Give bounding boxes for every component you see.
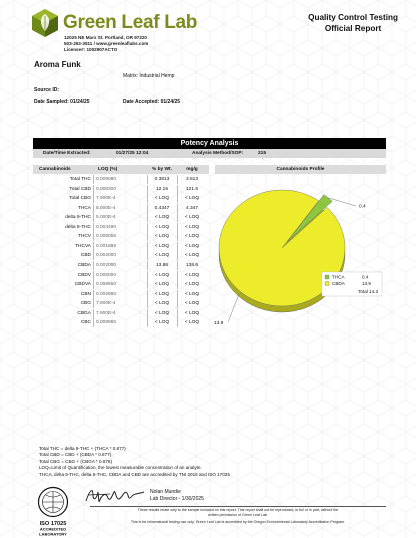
slice-label-cbda: 13.9 [214, 321, 224, 326]
column-separator [177, 204, 178, 213]
col-pct: % by Wt. [152, 167, 172, 172]
table-row [33, 318, 209, 327]
cannabinoid-name: delta 9-THC [65, 215, 91, 221]
column-separator [147, 318, 148, 327]
loq-value: 0.001885 [96, 243, 117, 249]
table-row [33, 309, 209, 318]
loq-value: 0.002990 [96, 291, 117, 297]
mg-value: 3.813 [185, 177, 198, 182]
column-separator [93, 175, 94, 184]
mg-value: 138.6 [185, 262, 198, 268]
analysis-meta-row [33, 149, 386, 158]
seal-line-3: LABORATORY [39, 531, 67, 537]
legend-swatch-thca [325, 275, 329, 279]
loq-value: 0.009080 [96, 177, 117, 182]
cannabinoid-name: THCA [77, 205, 91, 211]
column-separator [147, 309, 148, 318]
director-signature [84, 486, 146, 506]
column-separator [147, 271, 148, 280]
cannabinoid-name: delta 8-THC [65, 224, 91, 230]
column-separator [147, 299, 148, 308]
cannabinoid-name: CBC [80, 320, 91, 326]
mg-value: < LOQ [184, 320, 200, 326]
table-row [33, 280, 209, 289]
pct-value: 13.86 [155, 262, 168, 268]
pct-value: < LOQ [154, 215, 170, 221]
column-separator [147, 204, 148, 213]
iso-accreditation-seal [34, 486, 72, 538]
pct-value: < LOQ [154, 291, 170, 297]
cannabinoid-name: Total CBG [69, 196, 91, 202]
director-role: Lab Director - 1/30/2025 [150, 495, 204, 502]
footnote: THCA, delta 9-THC, delta 8-THC, CBDA and CBD are accredited by TNI 2016 and ISO 17025 [39, 471, 230, 477]
cannabinoid-name: CBD [80, 253, 91, 259]
column-separator [93, 309, 94, 318]
legend-value-thca: 0.4 [362, 274, 369, 280]
column-separator [177, 309, 178, 318]
column-separator [93, 213, 94, 222]
column-separator [147, 251, 148, 260]
cannabinoids-pie-chart [206, 176, 386, 346]
column-separator [147, 261, 148, 270]
cannabinoid-table-header [33, 165, 209, 174]
mg-value: < LOQ [184, 301, 200, 307]
table-row [33, 290, 209, 299]
column-separator [93, 299, 94, 308]
cannabinoid-name: Total THC [69, 177, 91, 182]
legend-total: Total 14.3 [358, 288, 378, 294]
column-separator [147, 175, 148, 184]
column-separator [93, 318, 94, 327]
column-separator [177, 242, 178, 251]
table-row [33, 204, 209, 213]
column-separator [177, 213, 178, 222]
pct-value: < LOQ [154, 272, 170, 278]
mg-value: < LOQ [184, 215, 200, 221]
legend-value-cbda: 13.9 [362, 281, 371, 287]
source-id-label: Source ID: [34, 87, 60, 93]
column-separator [147, 223, 148, 232]
extracted-value: 01/27/25 12:04 [116, 151, 149, 156]
extracted-label: Date/Time Extracted: [43, 151, 91, 156]
director-block [150, 489, 204, 502]
seal-line-1: ISO 17025 [39, 521, 67, 527]
cannabinoid-name: CBDVA [74, 282, 91, 288]
report-title: Quality Control Testing Official Report [308, 13, 398, 33]
pct-value: < LOQ [154, 196, 170, 202]
loq-value: 0.008965 [96, 320, 117, 326]
column-separator [177, 232, 178, 241]
cannabinoid-name: CBGA [77, 310, 91, 316]
table-row [33, 175, 209, 184]
loq-value: 7.900E-4 [96, 196, 116, 202]
lab-address: 12025 NE Marx St. Portland, OR 97220 [64, 35, 147, 40]
pct-value: < LOQ [154, 253, 170, 259]
loq-value: 7.900E-4 [96, 301, 116, 307]
table-row [33, 223, 209, 232]
column-separator [93, 194, 94, 203]
loq-value: 5.000E-4 [96, 215, 116, 221]
column-separator [93, 204, 94, 213]
pct-value: < LOQ [154, 243, 170, 249]
footnote: Total CBD = CBD + (CBDA * 0.877) [39, 452, 112, 458]
cannabinoid-name: CBG [80, 301, 91, 307]
column-separator [147, 280, 148, 289]
column-separator [177, 290, 178, 299]
mg-value: < LOQ [184, 310, 200, 316]
column-separator [147, 213, 148, 222]
table-row [33, 232, 209, 241]
column-separator [177, 299, 178, 308]
loq-value: 5.000E-4 [96, 205, 116, 211]
column-separator [177, 271, 178, 280]
cannabinoid-name: THCVA [75, 243, 91, 249]
brand-name: Green Leaf Lab [63, 12, 198, 33]
pct-value: < LOQ [154, 234, 170, 240]
column-separator [93, 290, 94, 299]
legend-label-thca: THCA [332, 274, 345, 280]
column-separator [177, 223, 178, 232]
pct-value: < LOQ [154, 282, 170, 288]
loq-value: 0.006560 [96, 282, 117, 288]
table-row [33, 251, 209, 260]
col-cannabinoids: Cannabinoids [39, 167, 71, 172]
mg-value: < LOQ [184, 272, 200, 278]
column-separator [177, 261, 178, 270]
pct-value: < LOQ [154, 310, 170, 316]
footnote: Total THC = delta 9-THC + (THCA * 0.877) [39, 446, 126, 451]
col-mg: mg/g [186, 167, 198, 172]
column-separator [93, 185, 94, 194]
footnote: LOQ=Limit of Quantification, the lowest measurable concentration of an analyte. [39, 465, 202, 471]
column-separator [93, 261, 94, 270]
cannabinoid-name: CBDV [77, 272, 91, 278]
director-name: Nolan Mundie [150, 489, 181, 495]
seal-line-2: ACCREDITED [39, 526, 67, 532]
slice-label-thca: 0.4 [359, 204, 366, 210]
pct-value: < LOQ [154, 320, 170, 326]
product-name: Aroma Funk [34, 60, 81, 69]
column-separator [177, 251, 178, 260]
column-separator [93, 223, 94, 232]
pct-value: 12.15 [155, 186, 168, 192]
footnote: Total CBG = CBG + (CBGA * 0.878) [39, 458, 113, 464]
column-separator [93, 242, 94, 251]
method-label: Analysis Method/SOP: [192, 151, 244, 156]
pct-value: < LOQ [154, 301, 170, 307]
column-separator [147, 242, 148, 251]
column-separator [147, 194, 148, 203]
potency-title-bar: Potency Analysis [33, 138, 386, 149]
column-separator [93, 271, 94, 280]
lab-license: License#: 1002907ACTO [64, 47, 118, 52]
profile-header: Cannabinoids Profile [215, 165, 386, 174]
logo [30, 8, 197, 38]
loq-value: 0.004490 [96, 224, 117, 230]
column-separator [147, 290, 148, 299]
column-separator [93, 232, 94, 241]
column-separator [177, 318, 178, 327]
table-row [33, 213, 209, 222]
table-row [33, 299, 209, 308]
leader-line-cbda [228, 294, 239, 322]
leader-line-thca [328, 198, 356, 206]
table-row [33, 271, 209, 280]
cannabinoid-name: CBDA [77, 262, 91, 268]
loq-value: 0.005000 [96, 272, 117, 278]
column-separator [147, 185, 148, 194]
cannabinoid-name: CBN [80, 291, 91, 297]
loq-value: 0.002000 [96, 262, 117, 268]
column-separator [93, 280, 94, 289]
column-separator [93, 251, 94, 260]
mg-value: < LOQ [184, 282, 200, 288]
column-separator [177, 194, 178, 203]
loq-value: 0.008300 [96, 186, 117, 192]
mg-value: < LOQ [184, 243, 200, 249]
mg-value: < LOQ [184, 291, 200, 297]
mg-value: 4.347 [185, 205, 198, 211]
footnotes [39, 446, 230, 478]
disclaimer: These results relate only to the sample included on this report. This report shall not be reproduced, in full or in part, without the written permission of Green Leaf Lab. This is for informational testing use only. Green Leaf Lab is accredited by the Oregon Environmental Laboratory Accreditation Program. [130, 508, 346, 524]
pct-value: 0.4347 [154, 205, 170, 211]
column-separator [177, 280, 178, 289]
mg-value: < LOQ [184, 253, 200, 259]
column-separator [177, 175, 178, 184]
pct-value: 0.3813 [154, 177, 170, 182]
loq-value: 7.900E-4 [96, 310, 116, 316]
mg-value: < LOQ [184, 196, 200, 202]
leaf-logo-icon [30, 8, 60, 38]
legend-swatch-cbda [325, 282, 329, 286]
mg-value: 121.5 [185, 186, 198, 192]
lab-contact: 503-253-3511 / www.greenleaflabs.com [64, 41, 149, 46]
date-accepted: Date Accepted: 01/24/25 [123, 99, 181, 105]
cannabinoid-name: Total CBD [69, 186, 91, 192]
method-value: 215 [258, 151, 267, 156]
pct-value: < LOQ [154, 224, 170, 230]
col-loq: LOQ (%) [98, 167, 118, 172]
matrix-label: Matrix: Industrial Hemp [123, 73, 175, 79]
loq-value: 0.002000 [96, 253, 117, 259]
cannabinoid-name: THCV [77, 234, 91, 240]
table-row [33, 185, 209, 194]
column-separator [177, 185, 178, 194]
table-row [33, 242, 209, 251]
mg-value: < LOQ [184, 224, 200, 230]
footer-divider [90, 506, 386, 507]
column-separator [147, 232, 148, 241]
table-row [33, 261, 209, 270]
date-sampled: Date Sampled: 01/24/25 [34, 99, 90, 105]
loq-value: 0.005055 [96, 234, 117, 240]
legend-label-cbda: CBDA [332, 281, 345, 287]
table-row [33, 194, 209, 203]
mg-value: < LOQ [184, 234, 200, 240]
